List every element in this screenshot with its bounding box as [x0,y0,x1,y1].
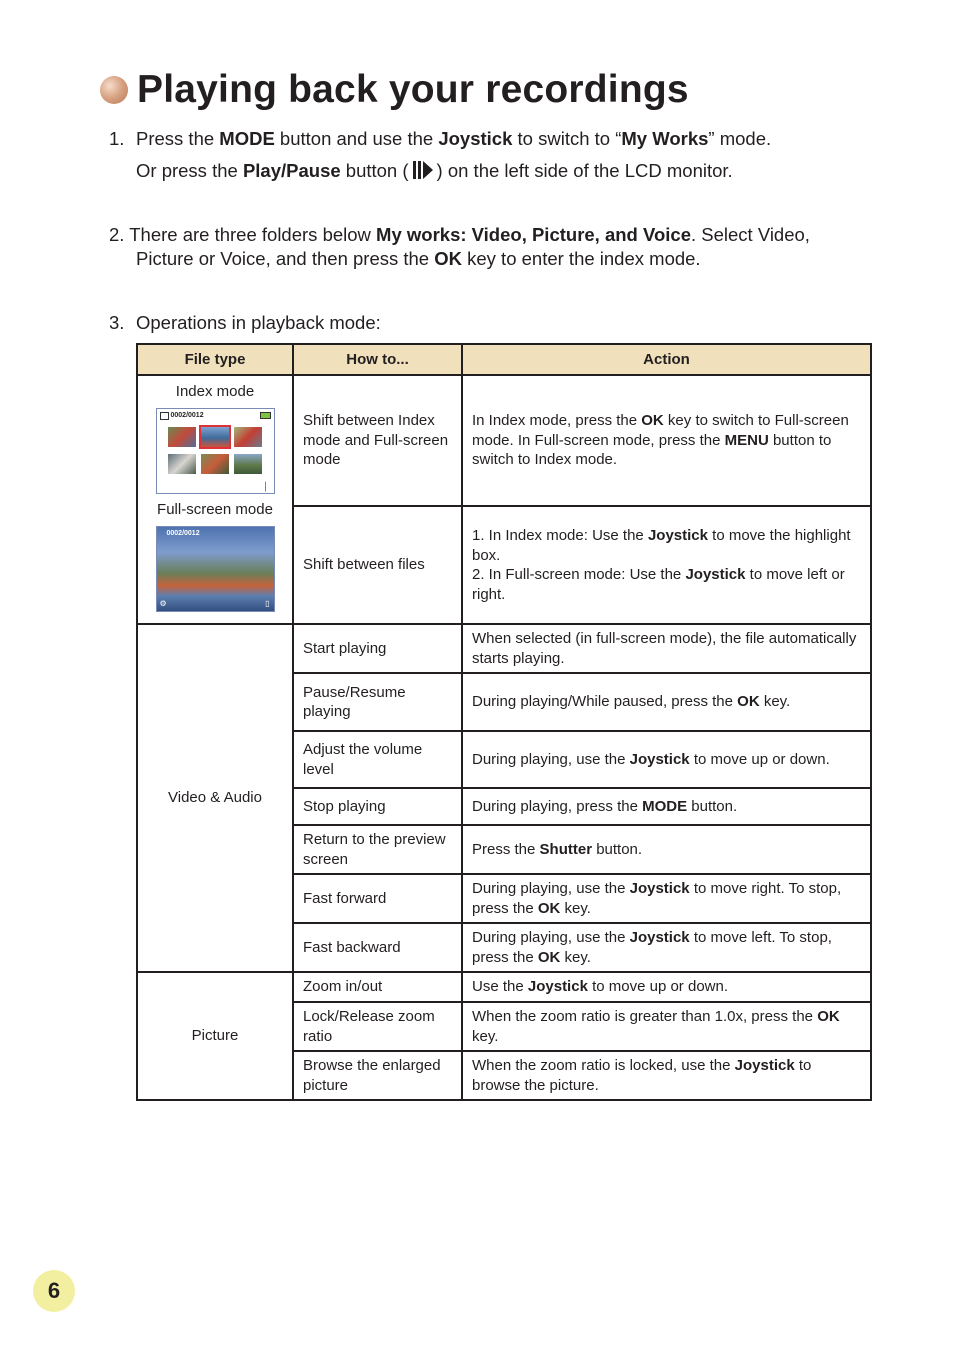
bold-text: OK [817,1008,840,1025]
text: Use the [472,978,528,996]
thumbnail [168,427,196,447]
how-to-cell: Shift between files [293,506,462,624]
text: Press the [136,128,220,149]
text: to browse the picture. [472,1057,812,1094]
picture-cell: Picture [137,972,293,1100]
text: During playing/While paused, press the [472,693,738,711]
text: button. [687,797,738,815]
how-to-cell: Zoom in/out [293,972,462,1002]
bold-text: Joystick [685,566,746,583]
table-row [137,375,871,506]
text: to move left. To stop, press the [472,929,832,966]
bold-text: OK [537,899,561,917]
table-row [137,624,871,673]
text: In Index mode, press the [472,412,642,430]
text: Press the [472,840,540,858]
bold-text: MODE [219,128,275,149]
index-mode-label: Index mode [175,383,255,400]
action-cell [462,375,871,506]
text: During playing, use the [472,750,630,768]
bold-text: OK [641,412,664,430]
text: button and use the [274,128,439,149]
thumbnail [201,454,229,474]
how-to-cell: Fast backward [293,923,462,972]
bold-text: My works: Video, Picture, and Voice [376,224,691,245]
action-cell [462,825,871,874]
text: When the zoom ratio is locked, use the [472,1057,735,1074]
card-icon: ▯ [265,599,270,608]
action-cell [462,624,871,673]
bold-text: MODE [642,797,688,815]
table-row [137,972,871,1002]
bold-text: OK [537,948,561,966]
page-number-badge [33,1270,75,1312]
how-to-cell: Pause/Resume playing [293,673,462,731]
full-screen-mode-label: Full-screen mode [157,501,273,518]
text: ) on the left side of the LCD monitor. [436,160,733,181]
step-text: Operations in playback mode: [136,312,381,333]
action-cell [462,972,871,1002]
text: key. [472,1027,499,1045]
text: button ( [340,160,409,181]
text: key. [759,693,791,711]
bold-text: MENU [724,431,769,449]
action-cell [462,731,871,788]
bold-text: Joystick [734,1057,795,1074]
page-title: Playing back your recordings [137,68,689,111]
text: There are three folders below [124,224,377,245]
play-pause-icon [412,159,434,187]
thumbnail [234,427,262,447]
text: key. [560,948,591,966]
text: to move up or down. [689,750,830,768]
text: button to switch to Index mode. [472,431,832,469]
step-2-line-2 [136,247,701,271]
table-header-row [137,344,871,375]
action-cell [462,506,871,624]
file-type-cell [137,375,293,624]
text: During playing, press the [472,797,643,815]
action-cell [462,1051,871,1100]
text: button. [592,840,643,858]
text: Picture or Voice, and then press the [136,248,435,269]
action-cell [462,874,871,923]
column-header: Action [462,344,871,375]
how-to-cell: Fast forward [293,874,462,923]
file-counter: 0002/0012 [170,412,204,419]
bold-text: Joystick [629,880,690,897]
bold-text: Joystick [629,750,690,768]
how-to-cell: Start playing [293,624,462,673]
text: . Select Video, [690,224,810,245]
heading-bullet-icon [100,76,128,104]
how-to-cell: Adjust the volume level [293,731,462,788]
page-heading [100,68,689,112]
video-audio-cell: Video & Audio [137,624,293,972]
scroll-indicator-icon: │ [263,482,269,491]
index-mode-screen-image [156,408,275,494]
action-cell [462,673,871,731]
step-number: 2. [109,224,125,245]
play-mode-icon [160,412,169,420]
text: to move up or down. [587,978,728,996]
bold-text: Joystick [438,128,513,149]
how-to-cell: Shift between Index mode and Full-screen mode [293,375,462,506]
text: When selected (in full-screen mode), the file automatically starts playing. [472,630,857,667]
how-to-cell: Browse the enlarged picture [293,1051,462,1100]
step-3 [109,311,381,335]
text: During playing, use the [472,929,630,946]
text: 1. In Index mode: Use the [472,527,648,544]
thumbnail-grid [168,427,264,474]
step-text [136,128,771,149]
playback-operations-table [136,343,872,1101]
file-counter: 0002/0012 [166,530,200,537]
full-screen-mode-image [156,526,275,612]
action-cell [462,923,871,972]
text: key to switch to Full-screen mode. In Full-screen mode, press the [472,412,849,449]
bold-text: OK [737,693,760,711]
thumbnail [168,454,196,474]
text: Or press the [136,160,243,181]
thumbnail [234,454,262,474]
thumbnail-selected [201,427,229,447]
bold-text: My Works [621,128,709,149]
step-2 [109,223,810,247]
page-number: 6 [47,1278,61,1303]
bold-text: Shutter [539,840,593,858]
text: to switch to “ [512,128,622,149]
bold-text: Joystick [629,929,690,946]
bold-text: Play/Pause [242,160,341,181]
text: key to enter the index mode. [461,248,701,269]
how-to-cell: Stop playing [293,788,462,825]
text: ” mode. [708,128,772,149]
bold-text: OK [434,248,462,269]
text: key. [560,899,591,917]
text: 2. In Full-screen mode: Use the [472,566,686,583]
how-to-cell: Return to the preview screen [293,825,462,874]
action-cell [462,1002,871,1051]
step-number: 1. [109,128,125,149]
column-header: How to... [293,344,462,375]
bold-text: Joystick [527,978,588,996]
bold-text: Joystick [647,527,708,544]
settings-icon: ⚙ [159,599,167,608]
step-1-line-2 [136,159,733,187]
action-cell [462,788,871,825]
battery-icon [260,412,271,419]
step-1 [109,127,771,151]
step-number: 3. [109,312,125,333]
text: to move left or right. [472,566,845,603]
text: During playing, use the [472,880,630,897]
text: to move the highlight box. [472,527,851,564]
column-header: File type [137,344,293,375]
text: to move right. To stop, press the [472,880,842,917]
how-to-cell: Lock/Release zoom ratio [293,1002,462,1051]
text: When the zoom ratio is greater than 1.0x, press the [472,1008,818,1025]
